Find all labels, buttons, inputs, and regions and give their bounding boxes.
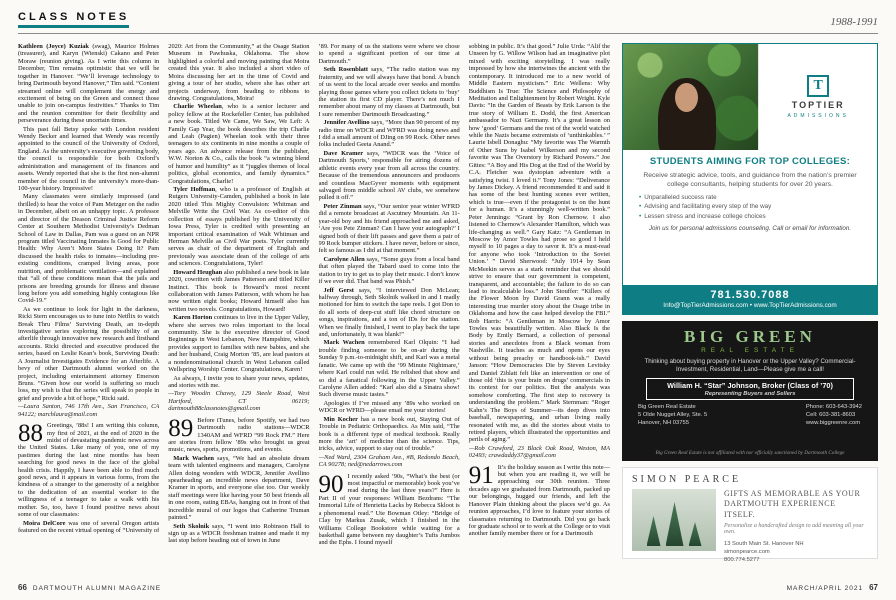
toptier-bullet-list — [623, 192, 877, 221]
note-block — [168, 103, 309, 185]
note-text: says, “More than 90 percent of my radio time on WDCR and WFRD was doing news and I did a small amount of DJing on 99 Rock. Other news folks included Geeta Anand.” — [318, 119, 460, 149]
note-text: has a new book out, Staying Out of Trouble in Pediatric Orthopaedics. As Min said, “The book is a different type of medical textbook. Really more the ‘art’ of medicine than the science. Tips, tricks, advice, support to stay out of trouble.” — [318, 415, 460, 453]
big-green-real-estate-ad — [622, 321, 878, 461]
note-block — [319, 119, 460, 149]
note-text: says, “We had an absolute dream team with talented engineers and managers, Carolyne Allen doing wonders with WDCR, Jennifer Avellino spearheading an incredible news department, Dave Kramer in sports, and everyone else too. Our weekly staff meetings were like having your 50 best friends all in one room, eating EBAs, hanging out in front of that incredible mural of our logos that Catherine Truman painted.” — [168, 454, 310, 522]
notes-column-3 — [319, 43, 460, 559]
note-text: I recently asked ’90s, “What’s the best (or most impactful or memorable) book you’ve read during the last three years?” Here is Part II of your responses: William Bezdrans: “The Immortal Life of Henrietta Lacks by Rebecca Skloot is a phenomenal read.” Ute Bowman Otley: “Bridge of Clay by Markus Zusak, which I finished in the Williams College Bookstore while waiting for a basketball game between my daughter’s Tufts Jumbos and the Ephs. I found myself — [318, 472, 460, 547]
note-block — [319, 454, 460, 469]
toptier-phone: 781.530.7088 — [710, 289, 790, 301]
bullet-dot-icon: • — [639, 194, 642, 202]
classmate-name: Seth Rosenblatt — [323, 66, 369, 74]
simon-pearce-contact — [724, 540, 868, 564]
big-green-logo: BIG GREEN — [684, 327, 816, 346]
classmate-name: Carolyne Allen — [323, 255, 365, 263]
class-year-numeral: 90 — [318, 470, 344, 498]
big-green-tagline: Thinking about buying property in Hanover or the Upper Valley? Commercial-Investment, Residential, Land—Please give me a call! — [644, 358, 856, 374]
toptier-website: Info@TopTierAdmissions.com • www.TopTierAdmissions.com — [663, 302, 837, 309]
bullet-text: Unparalleled success rate — [644, 194, 717, 202]
note-block — [168, 186, 309, 268]
classmate-name: Karen Horton — [173, 314, 213, 322]
toptier-cta-text: Join us for personal admissions counseling. Call or email for information. — [648, 224, 852, 232]
note-text: continues to live in the Upper Valley, where she serves two roles important to the local community. She is the executive director of Good Beginnings in West Lebanon, New Hampshire, which provides support to families with new babies, and she and her husband, Craig Morton ’85, are lead pastors at a nondenominational church in West Lebanon called Wellspring Worship Center. Congratulations, Karen! — [168, 314, 310, 374]
note-block — [168, 455, 309, 522]
bullet-dot-icon: • — [639, 212, 642, 220]
toptier-logo-mark: T — [807, 75, 829, 97]
contact-line: Phone: 603-643-3942 — [805, 404, 862, 411]
glass-trees-image — [632, 489, 716, 551]
note-text: As always, I invite you to share your news, updates, and stories with me. — [168, 374, 310, 389]
benefit-bullet — [639, 202, 861, 211]
class-year-numeral: 91 — [468, 461, 494, 489]
note-block — [18, 520, 159, 535]
note-text: Before iTunes, before Spotify, we had two Dartmouth radio stations—WDCR 1340AM and WFRD “99 Rock FM.” Here are stories from fellow ’89s who brought us great music, news, sports, promotions, and events. — [168, 416, 310, 454]
note-text: remembered Karl Olquin: “I had trouble finding someone to be on-air during the Sunday 9 p.m.-to-midnight shift, and Karl was a metal fanatic. We came up with the ‘99 Minute Nightmare,’ where Karl could run wild. He relished that show and so did a fanatical following in the Upper Valley.” Carolyne Allen added: “Karl also did a Sinatra show! Such diverse music tastes.” — [318, 339, 460, 399]
issue-date: MARCH/APRIL 2021 — [786, 585, 864, 592]
glass-tree-icon — [647, 516, 661, 546]
big-green-disclaimer: Big Green Real Estate is not affiliated with nor officially sanctioned by Dartmouth College — [655, 450, 845, 456]
classmate-name: Mark Wachen — [323, 339, 365, 347]
note-text: says, “Some guys from a local band that often played the Tabard used to come into the station to try to get us to play their music. I don’t know if we ever did. That band was Phish.” — [318, 255, 460, 286]
note-text: —Laura Santon, 746 17th Ave., San Francisco, CA 94122; marchlaura@mail.com — [18, 403, 160, 418]
note-text: says, “The radio station was my fraternity, and we will always have that bond. A bunch of us went to the local arcade over weeks and months playing those games where you collect tickets to ‘buy’ the station its first CD player. There’s not much I remember about many of my classes at Dartmouth, but I sure remember Dartmouth Broadcasting.” — [318, 66, 460, 118]
benefit-bullet — [639, 212, 861, 221]
big-green-address — [638, 404, 707, 427]
note-text: 2020: Art from the Community,” at the Osage Station Museum in Pawhuska, Oklahoma. The show highlighted a colorful and moving painting that Moira created this year. It also included a short video of Moira discussing her art in the time of Covid and giving a tour of her studio, where she has other art projects underway, from beading to ribbons to drawing. Congratulations, Moira! — [168, 43, 310, 102]
big-green-phones — [806, 404, 862, 427]
section-title: CLASS NOTES — [18, 11, 129, 28]
classmate-name: Howard Heughan — [173, 268, 223, 276]
note-text: says, “Our senior year winter WFRD did a remote broadcast at Ascutney Mountain. An 11-year-old boy and his friend approached me and asked, ‘Are you Pete Zinman? Can I have your autograph?’ I signed both of their lift passes and gave them a pair of 99 Rock bumper stickers. I have never, before or since, felt so famous as I did at that moment.” — [318, 202, 460, 255]
right-page-number: 67 — [869, 583, 878, 592]
bullet-text: Advising and facilitating every step of the way — [644, 203, 772, 211]
note-block — [168, 269, 309, 314]
classmate-name: Tyler Hoffman — [173, 186, 216, 194]
note-block — [18, 43, 159, 125]
simon-pearce-subtext: Personalize a handcrafted design to add meaning all your own. — [724, 523, 864, 536]
bullet-dot-icon: • — [639, 203, 642, 211]
toptier-admissions-ad — [622, 43, 878, 315]
note-block — [18, 193, 159, 304]
note-block — [168, 43, 309, 102]
bullet-text: Lessen stress and increase college choices — [644, 212, 766, 220]
note-block — [168, 314, 309, 373]
student-photo — [623, 44, 758, 150]
note-text: , who is a professor of English at Rutgers University-Camden, published a book in late 2020 titled This Mighty Convulsion: Whitman and Melville Write the Civil War. As co-editor of this collection of essays published by the University of Iowa Press, Tyler is credited with presenting an important critical examination of Walt Whitman and Herman Melville as Civil War poets. Tyler currently serves as chair of the department of English and previously was associate dean of the college of arts and sciences. Congratulations, Tyler! — [168, 186, 310, 268]
glass-tree-icon — [666, 502, 684, 546]
note-block — [319, 287, 460, 339]
note-block — [319, 256, 460, 286]
classmate-name: Charlie Wheelan — [173, 103, 222, 111]
note-block — [18, 306, 159, 402]
note-text: —Tory Woodin Chavey, 129 Steele Road, West Hartford, CT 06119; dartmouth88classnotes@gmail.com — [168, 390, 310, 413]
notes-column-1 — [18, 43, 159, 559]
class-year-numeral: 89 — [168, 414, 194, 442]
toptier-logo-sub: ADMISSIONS — [787, 113, 849, 119]
contact-line: www.biggreenre.com — [805, 419, 861, 426]
note-text: also published a new book in late 2020, cowritten with James Patterson and titled Killer Instinct. This book is Howard’s most recent collaboration with James Patterson, with whom he has now written eight books; Howard himself also has written two novels. Congratulations, Howard! — [168, 268, 310, 313]
note-block — [319, 339, 460, 398]
agent-name-text: William H. “Star” Johnson, Broker (Class of ’70) — [667, 381, 833, 391]
simon-pearce-phone: 800.774.5277 — [724, 557, 760, 564]
classmate-name: Min Kocher — [323, 415, 358, 423]
note-text: This past fall Betsy spoke with London resident Wendy Becker and learned that Wendy was recently appointed to the council of the University of Oxford, England. As the university’s executive governing body, the council is responsible for both Oxford’s administration and management of its finances and assets. Wendy reported that she is the first non-alumni member of the council in the university’s more-than-100-year history. Impressive! — [18, 125, 160, 193]
left-page-number: 66 — [18, 583, 27, 592]
notes-columns — [18, 43, 610, 559]
note-block — [18, 126, 159, 193]
note-text: Apologies if I’ve missed any ’89s who worked on WDCR or WFRD—please email me your stories! — [318, 399, 460, 415]
address-line: Hanover, NH 03755 — [638, 419, 689, 426]
notes-column-4 — [469, 43, 610, 559]
note-block — [168, 414, 310, 454]
note-text: says, “WDCR was the ‘Voice of Dartmouth Sports,’ responsible for airing dozens of athletic events every year from all across the country. Because of the tremendous announcers and producers and countless MacGyver moments with equipment salvaged from middle school AV clubs, we somehow pulled it off.” — [318, 149, 460, 202]
big-green-contact-columns — [632, 404, 868, 427]
classmate-name: Jennifer Avellino — [323, 119, 370, 127]
simon-pearce-text — [724, 489, 868, 565]
agent-subtitle: Representing Buyers and Sellers — [704, 391, 796, 398]
note-text: sobbing in public. It’s that good.” Julie Urda: “Alif the Unseen by G. Willow Wilson had an imaginative plot mixed with exciting storytelling. I was really impressed by how she intertwines the ancient with the contemporary. It introduced me to a new world of Middle Eastern mysticism.” Eric Wellens: Why Buddhism Is True: The Science and Philosophy of Meditation and Enlightenment by Robert Wright. Kyle Davis: “In the Garden of Beasts by Erik Larson is the true story of William E. Dodd, the first American ambassador to Nazi Germany. It’s a great lesson on how ‘good’ Germans and the rest of the world watched while the Nazis became extremists of ‘unthinkables.’ ” Laurie Isbell Donaghu: “My favorite was The Warmth of Other Suns by Isabel Wilkerson and my second favorite was The Overstory by Richard Powers.” Joe Gittes: “A Boy and His Dog at the End of the World by C.A. Fletcher was dystopian adventure with a satisfying twist. I loved it.” Tony Jones: “Deliverance by James Dickey. A friend recommended it and said it has some of the best hunting scenes ever written, which is true—even if the protagonist is on the hunt for a human. It’s a stunningly well-written book.” Peter Jennings: “Grant by Ron Chernow. I also listened to Chernow’s Alexander Hamilton, which was life-changing as well.” Gary Katz: “A Gentleman in Moscow by Amor Towles had prose so good I held myself to 10 pages a day to savor it. It’s a must-read for anyone who took ‘Introduction to the Soviet Union.’ ” David Sherwood: “July 1914 by Sean McMeekin serves as a stark reminder that we should strive to ensure that our government is competent, transparent, and accountable; the failure to do so can lead to incalculable loss.” John Stouffer: “Killers of the Flower Moon by David Grann was a really interesting true murder story about the Osage tribe in Oklahoma and how the case helped develop the FBI.” Rob Harris: “A Gentleman in Moscow by Amor Towles was beautifully written. Also Black Is the Body by Emily Bernard, a collection of personal stories and anecdotes from a Black woman from Nashville. It teaches as much and opens our eyes without being preachy or handbook-ish.” David Janson: “How Democracies Die by Steven Levitsky and Daniel Ziblatt felt like an intervention or one of those old ‘this is your brain on drugs’ commercials in its context for our politics. But the analysis was somehow comforting. The first step to recovery is understanding the problem.” Mark Sternman: “Roger Kahn’s The Boys of Summer—its deep dives into baseball, newspapering, and urban living really resonated with me, as did the stories about visits to retired players, which illustrated the opportunities and perils of aging.” — [468, 43, 610, 444]
toptier-ad-top — [623, 44, 877, 150]
simon-pearce-ad — [622, 467, 878, 564]
note-block — [319, 416, 460, 453]
note-text: ’89. For many of us the stations were where we chose to spend a significant portion of our time at Dartmouth.” — [318, 43, 460, 65]
note-text: Many classmates were similarly impressed (and thrilled) to hear the voice of Pam Metzger on the radio in December, albeit on an unhappy topic. A professor and director of the Deason Criminal Justice Reform Center at Southern Methodist University’s Dedman School of Law in Dallas, Pam was a guest on an NPR program titled Vaccinating Inmates Is Good for Public Health: Why Aren’t More States Doing It? Pam discussed the health risks to inmates—including pre-existing conditions, cramped living areas, poor nutrition, and problematic ventilation—and explained that “all of these conditions mean that the jails and prisons are breeding grounds for illness and disease long before you add something highly contagious like Covid-19.” — [18, 193, 160, 305]
note-block — [318, 470, 460, 547]
advertisement-column — [622, 43, 878, 564]
classmate-name: Kathleen (Joyce) Kuziak — [18, 43, 89, 50]
address-line: Big Green Real Estate — [638, 404, 696, 411]
note-block — [18, 403, 159, 418]
benefit-bullet — [639, 193, 861, 202]
note-text: As we continue to look for light in the darkness, Ricki Stern encourages us to tune into Netflix to watch Break Thru Films’ Surviving Death, an in-depth investigative series exploring the possibility of an afterlife through innovative new research and firsthand accounts. Ricki directed and executive produced the series, based on Leslie Kean’s book, Surviving Death: A Journalist Investigates Evidence for an Afterlife. A bevy of other Dartmouth alumni worked on the project, including entertainment attorney Emerson Bruns. “Given how our world is suffering so much loss, my wish is that the series will speak to people in grief and provide a bit of hope,” Ricki said. — [18, 305, 160, 402]
toptier-logo-name: TOPTIER — [791, 100, 845, 110]
note-block — [469, 43, 610, 444]
note-text: —Rob Crawford, 23 Black Oak Road, Weston, MA 02493; crawdaddy37@gmail.com — [468, 444, 610, 460]
simon-pearce-content — [632, 489, 868, 565]
simon-pearce-headline: GIFTS AS MEMORABLE AS YOUR DARTMOUTH EXPERIENCE ITSELF. — [724, 489, 861, 519]
classmate-name: Jeff Gerst — [323, 286, 354, 294]
note-block — [18, 422, 159, 518]
big-green-logo-sub: REAL ESTATE — [701, 347, 799, 354]
note-block — [319, 43, 460, 65]
note-block — [469, 445, 610, 460]
note-block — [319, 150, 460, 202]
page-header — [18, 8, 878, 34]
glass-tree-icon — [689, 522, 702, 546]
page-footer — [18, 583, 878, 592]
magazine-name: DARTMOUTH ALUMNI MAGAZINE — [32, 585, 162, 592]
class-years-range: 1988-1991 — [830, 16, 878, 28]
note-block — [319, 66, 460, 118]
simon-pearce-logo: SIMON PEARCE — [632, 474, 742, 485]
address-line: 5 Olde Nugget Alley, Ste. 5 — [638, 411, 708, 418]
note-block — [168, 375, 309, 390]
notes-column-2 — [168, 43, 309, 559]
note-block — [168, 523, 309, 545]
note-text: says, “I interviewed Don McLean; halfway through, Seth Skolnik walked in and I madly motioned for him to switch the tape reels. I got Don to do all sorts of deep-cut stuff like chord structure on songs, inspirations, and a ton of IDs for the station. When we finally finished, I went to play back the tape and, unfortunately, it was blank!” — [318, 286, 460, 339]
classmate-name: Mark Wachen — [173, 454, 214, 462]
note-text: was one of several Oregon artists featured on the recent virtual opening of “University of — [18, 519, 160, 534]
simon-pearce-address: 13 South Main St. Hanover NH — [724, 541, 804, 548]
note-block — [319, 400, 460, 415]
classmate-name: Seth Skolnik — [173, 522, 210, 530]
toptier-body-text: Receive strategic advice, tools, and guidance from the nation’s premier college consultants, helping students for over 20 years. — [643, 172, 857, 189]
classmate-name: Moira DelCore — [23, 519, 66, 527]
toptier-headline: STUDENTS AIMING FOR TOP COLLEGES: — [649, 156, 851, 167]
note-text: says, “I went into Robinson Hall to sign up as a WDCR freshman trainee and made it my last stop before heading out of town in June — [168, 522, 310, 545]
note-block — [319, 203, 460, 255]
note-text: Greetings, ’88s! I am writing this column, my first of 2021, at the end of 2020 in the midst of devastating pandemic news across the United States. Like many of you, one of my pastimes during the last nine months has been searching for good news in the face of the global health crisis. Happily, I have been able to find much good news, and it appears in various forms, from the kindness of a stranger to the generosity of a neighbor to the dedication of an essential worker to the willingness of a teenager to take a walk with his mother. So, too, have I found positive news about some of our classmates: — [18, 422, 160, 519]
note-block — [168, 390, 309, 412]
contact-line: Cell: 603-381-8603 — [805, 411, 856, 418]
toptier-contact-bar — [623, 285, 877, 314]
classmate-name: Dave Kramer — [323, 149, 364, 157]
note-block — [468, 461, 610, 538]
note-text: (swag), Maurice Holmes (treasurer), and Karyn (Wienski) Cakano and Peter Moraw (reunion giving). As I write this column in December, Tim remains optimistic that we will be together in Hanover. “We’ll leverage technology to bring Dartmouth beyond Hanover,” Tim said. “Content streamed online will complement the energy and excitement of being on the Green and connect those unable to join on-campus festivities.” Thanks to Tim and the reunion committee for their flexibility and perseverance during these uncertain times. — [18, 43, 160, 125]
simon-pearce-website: simonpearce.com — [724, 549, 770, 556]
agent-name — [646, 378, 854, 400]
note-text: —Ned Ward, 2304 Graham Ave., #B, Redondo Beach, CA 90278; ned@nedarrows.com — [318, 453, 460, 469]
class-year-numeral: 88 — [18, 420, 43, 448]
main-content — [18, 43, 878, 564]
student-face — [675, 83, 698, 112]
classmate-name: Peter Zinman — [323, 202, 362, 210]
toptier-logo — [758, 44, 877, 150]
note-text: It’s the holiday season as I write this note—but when you are reading it, we will be approaching our 30th reunion. Three decades ago we graduated from Dartmouth, packed up our belongings, hugged our friends, and left the Hanover Plain thinking about the places we’d go. As reunion approaches, I’d love to feature your stories of classmates returning to Dartmouth. Did you go back for graduate school or to work at the College or to visit another family member there or for a Dartmouth — [468, 463, 610, 538]
note-text: , who is a senior lecturer and policy fellow at the Rockefeller Center, has published a new book. Titled We Came, We Saw, We Left: A Family Gap Year, the book describes the trip Charlie and Leah (Pagien) Wheelan took with their three teenagers to six continents in nine months a couple of years ago. An advance release from the publisher, W.W. Norton & Co., calls the book “a winning blend of humor and humility” as it “juggles themes of local politics, global economics, and family dynamics.” Congratulations, Charlie! — [168, 103, 310, 185]
